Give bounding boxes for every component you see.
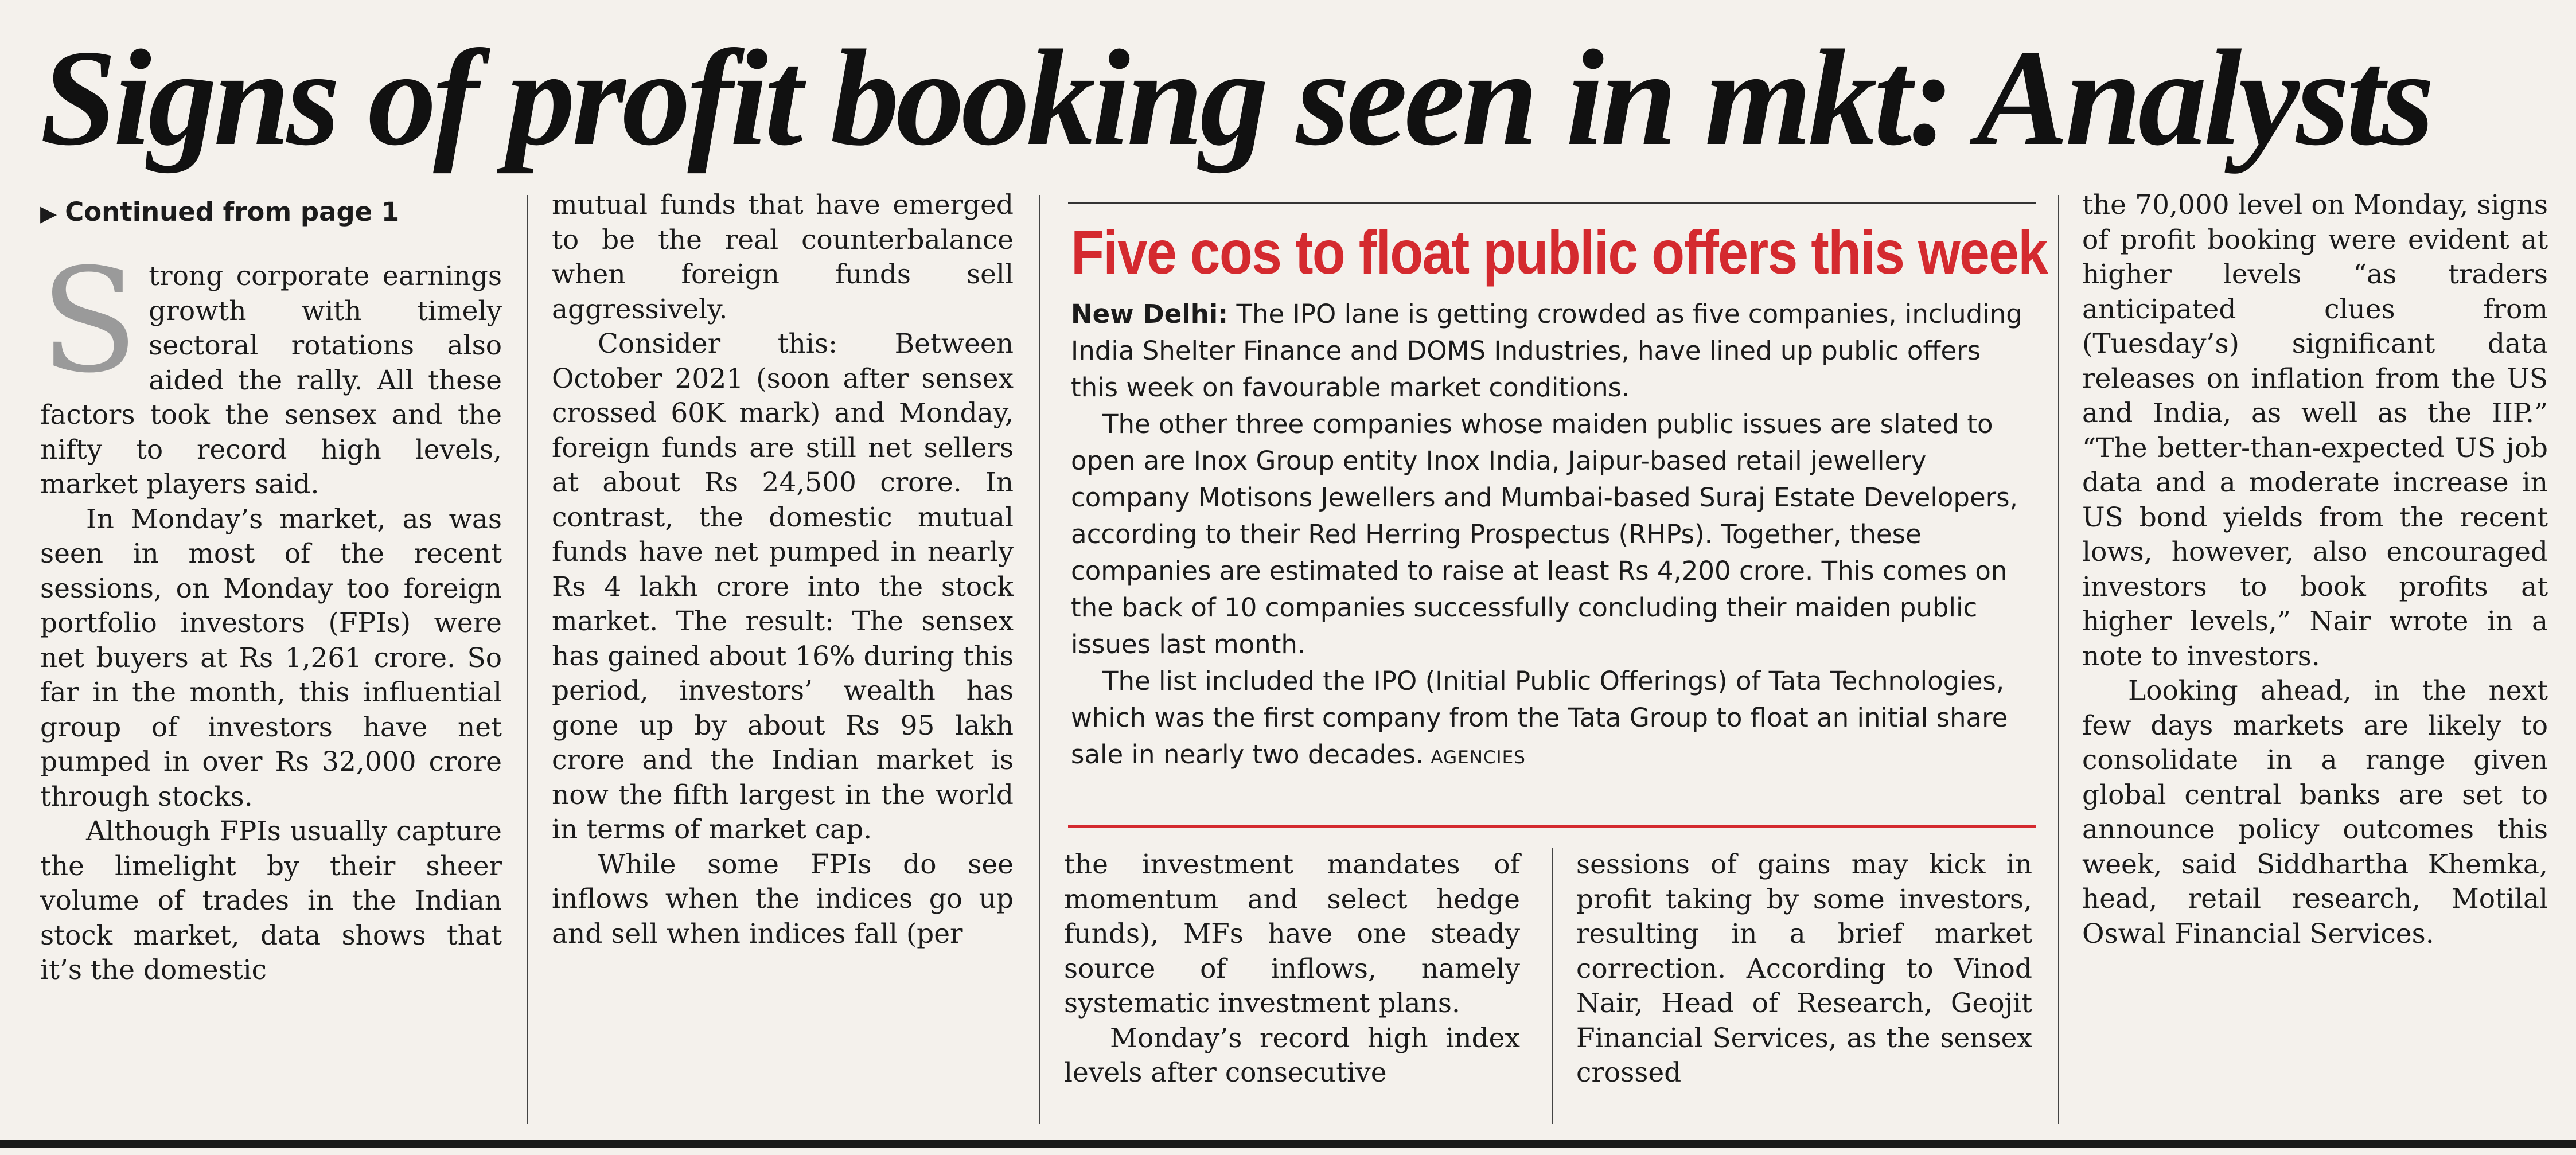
sidebar-story-box (1068, 202, 2048, 828)
paragraph: The other three companies whose maiden public issues are slated to open are Inox Group entity Inox India, Jaipur-based retail jewellery company Motisons Jewellers and Mumbai-based Suraj Estate Developers, according to their Red Herring Prospectus (RHPs). Together, these companies are estimated to raise at least Rs 4,200 crore. This comes on the back of 10 companies successfully concluding their maiden public issues last month. (1071, 409, 2018, 660)
paragraph (40, 237, 502, 502)
play-triangle-icon: ▶ (40, 201, 57, 226)
column-divider (1552, 848, 1553, 1124)
column-divider (527, 195, 528, 1124)
paragraph: the 70,000 level on Monday, signs of profit booking were evident at higher levels “as traders anticipated clues from (Tuesday’s) significant data releases on inflation from the US and India, as well as the IIP.” “The better-than-expected US job data and a moderate increase in US bond yields from the recent lows, however, also encouraged investors to book profits at higher levels,” Nair wrote in a note to investors. (2082, 189, 2548, 672)
paragraph: mutual funds that have emerged to be the real counterbalance when foreign funds sell aggressively. (552, 189, 1014, 325)
paragraph (1071, 296, 2030, 406)
page-bottom-rule (0, 1140, 2576, 1148)
article-column-5 (2082, 188, 2548, 951)
paragraph: Monday’s record high index levels after consecutive (1064, 1022, 1520, 1088)
paragraph-text: trong corporate earnings growth with timely sectoral rotations also aided the rally. All these factors took the sensex and the nifty to record high levels, market players said. (40, 260, 502, 500)
article-column-3 (1064, 848, 1520, 1091)
paragraph: the investment mandates of momentum and select hedge funds), MFs have one steady source of inflows, namely systematic investment plans. (1064, 849, 1520, 1019)
headline: Signs of profit booking seen in mkt: Analysts (40, 21, 2431, 174)
continued-from-label[interactable] (40, 195, 502, 231)
column-divider (1039, 195, 1040, 1124)
article-column-1 (40, 195, 502, 988)
paragraph: In Monday’s market, as was seen in most of the recent sessions, on Monday too foreign portfolio investors (FPIs) were net buyers at Rs 1,261 crore. So far in the month, this influential group of investors have net pumped in over Rs 32,000 crore through stocks. (40, 503, 502, 813)
paragraph: sessions of gains may kick in profit taking by some investors, resulting in a brief market correction. According to Vinod Nair, Head of Research, Geojit Financial Services, as the sensex crossed (1576, 849, 2032, 1088)
article-column-2 (552, 188, 1014, 951)
drop-cap: S (40, 237, 139, 404)
paragraph: While some FPIs do see inflows when the indices go up and sell when indices fall (per (552, 848, 1014, 950)
column-divider (2058, 195, 2059, 1124)
continued-text: Continued from page 1 (65, 197, 400, 227)
paragraph: Consider this: Between October 2021 (soon after sensex crossed 60K mark) and Monday, foreign funds are still net sellers at about Rs 24,500 crore. In contrast, the domestic mutual funds have net pumped in nearly Rs 4 lakh crore into the stock market. The result: The sensex has gained about 16% during this period, investors’ wealth has gone up by about Rs 95 lakh crore and the Indian market is now the fifth largest in the world in terms of market cap. (552, 328, 1014, 845)
box-bottom-rule (1068, 825, 2036, 828)
paragraph-text: The IPO lane is getting crowded as five companies, including India Shelter Finance and DOMS Industries, have lined up public offers this week on favourable market conditions. (1071, 299, 2022, 403)
paragraph: Although FPIs usually capture the limelight by their sheer volume of trades in the Indian stock market, data shows that it’s the domestic (40, 815, 502, 986)
dateline: New Delhi: (1071, 299, 1229, 329)
article-column-4 (1576, 848, 2032, 1091)
paragraph-text: The list included the IPO (Initial Public Offerings) of Tata Technologies, which was the first company from the Tata Group to float an initial share sale in nearly two decades. (1071, 666, 2008, 770)
sidebar-story-body (1071, 296, 2030, 776)
sidebar-story-title: Five cos to float public offers this week (1071, 217, 2048, 287)
source-credit: AGENCIES (1431, 747, 1526, 768)
paragraph (1071, 663, 2030, 776)
paragraph: Looking ahead, in the next few days markets are likely to consolidate in a range given global central banks are set to announce policy outcomes this week, said Siddhartha Khemka, head, retail research, Motilal Oswal Financial Services. (2082, 675, 2548, 950)
